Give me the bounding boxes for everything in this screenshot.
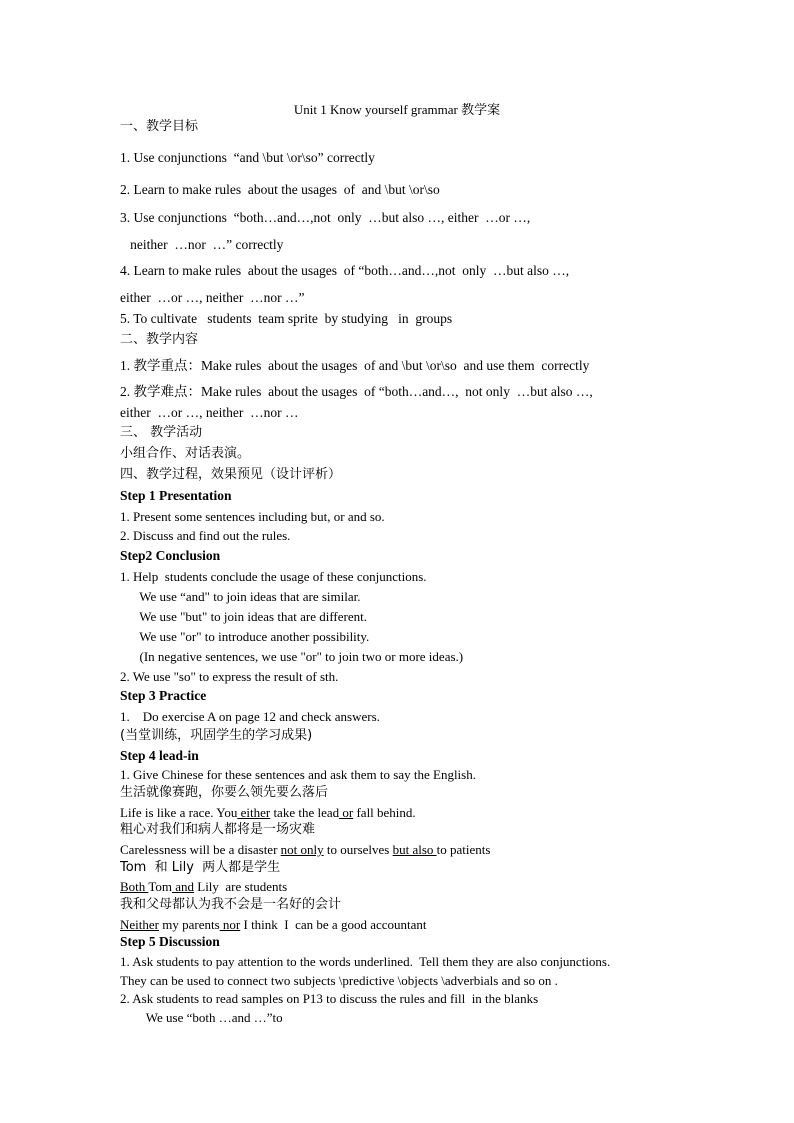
goal-line: 2. Learn to make rules about the usages of and \but \or\so xyxy=(120,182,440,197)
underlined-conjunction: either xyxy=(237,805,271,820)
content-line: 2. 教学难点：Make rules about the usages of “both…and…, not only …but also …, xyxy=(120,384,593,399)
section-heading-content: 二、教学内容 xyxy=(120,332,199,347)
document-title: Unit 1 Know yourself grammar 教学案 xyxy=(293,102,501,117)
section-heading-activity: 三、 教学活动 xyxy=(120,425,203,440)
underlined-conjunction: and xyxy=(171,879,194,894)
step2-line: We use "or" to introduce another possibility. xyxy=(120,629,370,644)
step3-line: 1. Do exercise A on page 12 and check answers. xyxy=(120,709,380,724)
goal-line: either …or …, neither …nor …” xyxy=(120,290,305,305)
content-line: either …or …, neither …nor … xyxy=(120,405,299,420)
chinese-sentence: 粗心对我们和病人都将是一场灾难 xyxy=(120,822,316,837)
chinese-sentence: Tom 和 Lily 两人都是学生 xyxy=(120,860,281,875)
goal-line: 3. Use conjunctions “both…and…,not only …but also …, either …or …, xyxy=(120,210,531,225)
underlined-conjunction: but also xyxy=(392,842,437,857)
english-sentence: Neither my parents nor I think I can be a good accountant xyxy=(120,917,427,932)
underlined-conjunction: Neither xyxy=(120,917,159,932)
activity-text: 小组合作、对话表演。 xyxy=(120,446,251,461)
step4-intro: 1. Give Chinese for these sentences and ask them to say the English. xyxy=(120,767,476,782)
step2-line: We use "but" to join ideas that are different. xyxy=(120,609,367,624)
step5-heading: Step 5 Discussion xyxy=(120,934,220,949)
step5-line: 2. Ask students to read samples on P13 to discuss the rules and fill in the blanks xyxy=(120,991,539,1006)
goal-line: 1. Use conjunctions “and \but \or\so” correctly xyxy=(120,150,375,165)
step2-line: 2. We use "so" to express the result of sth. xyxy=(120,669,339,684)
english-sentence: Carelessness will be a disaster not only to ourselves but also to patients xyxy=(120,842,491,857)
content-line: 1. 教学重点：Make rules about the usages of and \but \or\so and use them correctly xyxy=(120,358,590,373)
underlined-conjunction: or xyxy=(339,805,354,820)
underlined-conjunction: Both xyxy=(120,879,149,894)
underlined-conjunction: not only xyxy=(280,842,324,857)
step1-line: 2. Discuss and find out the rules. xyxy=(120,528,291,543)
english-sentence: Both Tom and Lily are students xyxy=(120,879,288,894)
goal-line: neither …nor …” correctly xyxy=(120,237,284,252)
section-heading-process: 四、教学过程，效果预见（设计评析） xyxy=(120,467,342,482)
step2-line: We use “and" to join ideas that are similar. xyxy=(120,589,361,604)
step4-heading: Step 4 lead-in xyxy=(120,748,199,763)
english-sentence: Life is like a race. You either take the lead or fall behind. xyxy=(120,805,416,820)
goal-line: 5. To cultivate students team sprite by studying in groups xyxy=(120,311,453,326)
step5-line: They can be used to connect two subjects \predictive \objects \adverbials and so on . xyxy=(120,973,558,988)
step5-line: We use “both …and …”to xyxy=(120,1010,283,1025)
step2-line: (In negative sentences, we use "or" to join two or more ideas.) xyxy=(120,649,464,664)
step1-line: 1. Present some sentences including but, or and so. xyxy=(120,509,385,524)
step1-heading: Step 1 Presentation xyxy=(120,488,232,503)
step5-line: 1. Ask students to pay attention to the words underlined. Tell them they are also conjunctions. xyxy=(120,954,611,969)
chinese-sentence: 生活就像赛跑，你要么领先要么落后 xyxy=(120,785,329,800)
section-heading-goals: 一、教学目标 xyxy=(120,119,199,134)
step2-line: 1. Help students conclude the usage of these conjunctions. xyxy=(120,569,427,584)
chinese-sentence: 我和父母都认为我不会是一名好的会计 xyxy=(120,897,342,912)
goal-line: 4. Learn to make rules about the usages of “both…and…,not only …but also …, xyxy=(120,263,570,278)
step3-heading: Step 3 Practice xyxy=(120,688,207,703)
underlined-conjunction: nor xyxy=(219,917,241,932)
step3-line: (当堂训练，巩固学生的学习成果) xyxy=(120,728,313,743)
step2-heading: Step2 Conclusion xyxy=(120,548,221,563)
